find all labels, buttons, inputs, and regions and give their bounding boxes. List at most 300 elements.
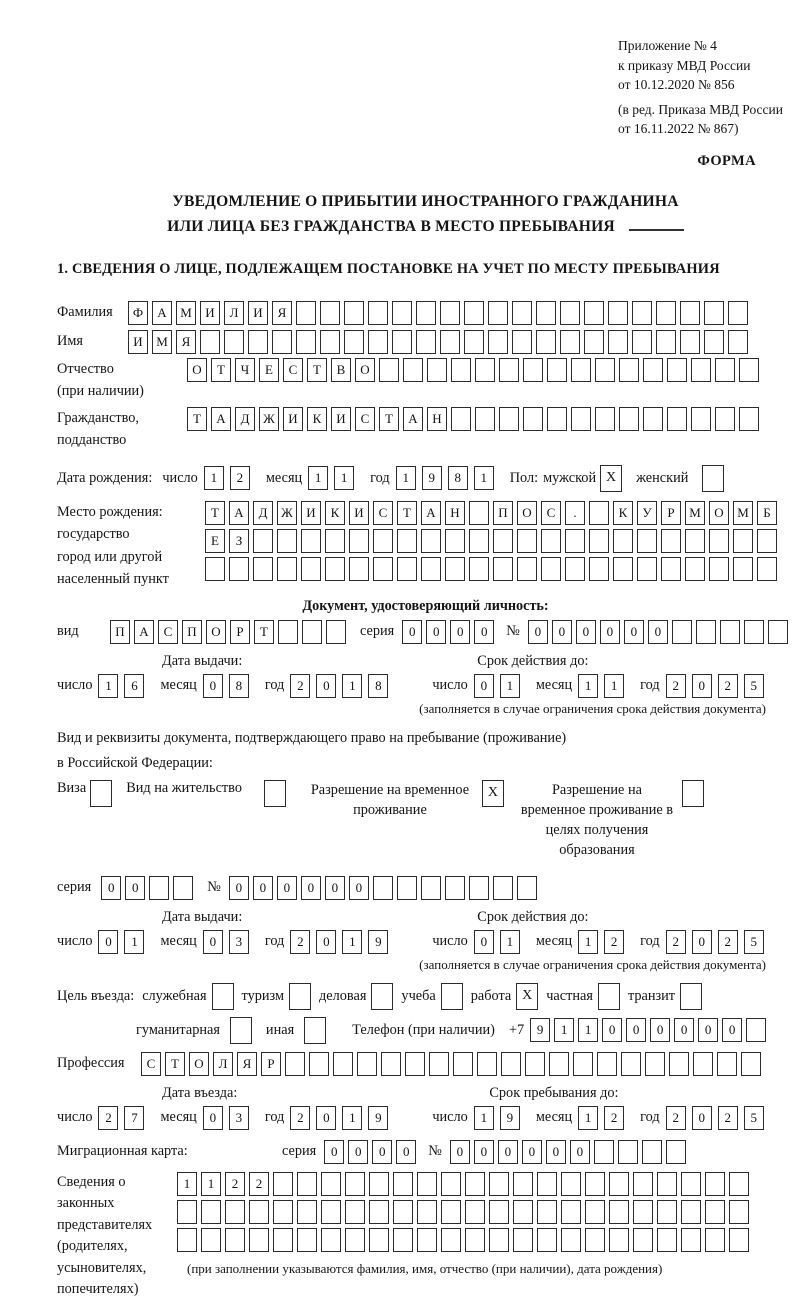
char-cell[interactable]: И	[128, 330, 148, 354]
char-cell[interactable]	[345, 1228, 365, 1252]
char-cell[interactable]: 0	[692, 674, 712, 698]
char-cell[interactable]: Т	[211, 358, 231, 382]
char-cell[interactable]: М	[152, 330, 172, 354]
char-cell[interactable]	[499, 358, 519, 382]
char-cell[interactable]	[537, 1228, 557, 1252]
purpose-private-checkbox[interactable]	[598, 983, 620, 1010]
char-cell[interactable]: 0	[324, 1140, 344, 1164]
char-cell[interactable]	[715, 358, 735, 382]
char-cell[interactable]	[393, 1172, 413, 1196]
char-cell[interactable]	[464, 301, 484, 325]
char-cell[interactable]: С	[541, 501, 561, 525]
char-cell[interactable]	[657, 1172, 677, 1196]
char-cell[interactable]: А	[211, 407, 231, 431]
char-cell[interactable]	[517, 557, 537, 581]
char-cell[interactable]	[416, 301, 436, 325]
char-cell[interactable]	[469, 529, 489, 553]
char-cell[interactable]	[541, 529, 561, 553]
char-cell[interactable]	[475, 407, 495, 431]
char-cell[interactable]: Ч	[235, 358, 255, 382]
char-cell[interactable]	[573, 1052, 593, 1076]
char-cell[interactable]: Р	[261, 1052, 281, 1076]
char-cell[interactable]: 1	[334, 466, 354, 490]
char-cell[interactable]: 9	[368, 930, 388, 954]
char-cell[interactable]	[225, 1200, 245, 1224]
char-cell[interactable]	[680, 330, 700, 354]
char-cell[interactable]: 9	[530, 1018, 550, 1042]
char-cell[interactable]	[729, 1228, 749, 1252]
char-cell[interactable]	[595, 407, 615, 431]
char-cell[interactable]	[685, 557, 705, 581]
char-cell[interactable]	[301, 557, 321, 581]
char-cell[interactable]	[633, 1228, 653, 1252]
char-cell[interactable]	[321, 1172, 341, 1196]
char-cell[interactable]: 3	[229, 1106, 249, 1130]
char-cell[interactable]	[613, 529, 633, 553]
char-cell[interactable]: 2	[604, 1106, 624, 1130]
char-cell[interactable]	[368, 330, 388, 354]
char-cell[interactable]	[609, 1200, 629, 1224]
char-cell[interactable]	[427, 358, 447, 382]
char-cell[interactable]	[597, 1052, 617, 1076]
char-cell[interactable]	[297, 1228, 317, 1252]
char-cell[interactable]: 2	[718, 930, 738, 954]
char-cell[interactable]: Л	[213, 1052, 233, 1076]
char-cell[interactable]	[393, 1200, 413, 1224]
char-cell[interactable]	[561, 1172, 581, 1196]
char-cell[interactable]: 5	[744, 930, 764, 954]
char-cell[interactable]: 1	[177, 1172, 197, 1196]
char-cell[interactable]: Я	[237, 1052, 257, 1076]
char-cell[interactable]	[393, 1228, 413, 1252]
char-cell[interactable]	[499, 407, 519, 431]
char-cell[interactable]	[661, 557, 681, 581]
char-cell[interactable]: 1	[578, 1106, 598, 1130]
char-cell[interactable]	[421, 529, 441, 553]
char-cell[interactable]	[720, 620, 740, 644]
char-cell[interactable]: 0	[450, 620, 470, 644]
char-cell[interactable]	[705, 1228, 725, 1252]
char-cell[interactable]	[536, 330, 556, 354]
char-cell[interactable]	[441, 1172, 461, 1196]
char-cell[interactable]	[729, 1200, 749, 1224]
char-cell[interactable]	[656, 330, 676, 354]
temp-residence-checkbox[interactable]: X	[482, 780, 504, 807]
char-cell[interactable]: У	[637, 501, 657, 525]
char-cell[interactable]: Ж	[259, 407, 279, 431]
char-cell[interactable]	[632, 330, 652, 354]
char-cell[interactable]	[445, 876, 465, 900]
char-cell[interactable]	[657, 1228, 677, 1252]
char-cell[interactable]	[704, 301, 724, 325]
char-cell[interactable]: .	[565, 501, 585, 525]
char-cell[interactable]	[453, 1052, 473, 1076]
char-cell[interactable]	[537, 1172, 557, 1196]
char-cell[interactable]: О	[187, 358, 207, 382]
char-cell[interactable]: 2	[666, 1106, 686, 1130]
char-cell[interactable]: 2	[718, 674, 738, 698]
char-cell[interactable]	[517, 529, 537, 553]
char-cell[interactable]: С	[158, 620, 178, 644]
char-cell[interactable]: Д	[235, 407, 255, 431]
char-cell[interactable]: 2	[666, 930, 686, 954]
char-cell[interactable]: А	[229, 501, 249, 525]
char-cell[interactable]: 9	[422, 466, 442, 490]
char-cell[interactable]	[369, 1228, 389, 1252]
char-cell[interactable]: 0	[474, 930, 494, 954]
char-cell[interactable]	[465, 1228, 485, 1252]
char-cell[interactable]: 8	[368, 674, 388, 698]
char-cell[interactable]	[637, 529, 657, 553]
char-cell[interactable]	[285, 1052, 305, 1076]
char-cell[interactable]	[477, 1052, 497, 1076]
char-cell[interactable]	[681, 1228, 701, 1252]
char-cell[interactable]	[513, 1228, 533, 1252]
char-cell[interactable]: А	[403, 407, 423, 431]
char-cell[interactable]: 0	[316, 1106, 336, 1130]
char-cell[interactable]: М	[733, 501, 753, 525]
char-cell[interactable]	[488, 301, 508, 325]
char-cell[interactable]: Н	[445, 501, 465, 525]
char-cell[interactable]	[381, 1052, 401, 1076]
char-cell[interactable]	[493, 557, 513, 581]
char-cell[interactable]: 0	[576, 620, 596, 644]
char-cell[interactable]	[326, 620, 346, 644]
char-cell[interactable]: К	[325, 501, 345, 525]
char-cell[interactable]	[517, 876, 537, 900]
char-cell[interactable]: 1	[342, 930, 362, 954]
char-cell[interactable]	[465, 1200, 485, 1224]
char-cell[interactable]	[201, 1228, 221, 1252]
char-cell[interactable]: 2	[290, 930, 310, 954]
char-cell[interactable]: 5	[744, 674, 764, 698]
char-cell[interactable]	[349, 529, 369, 553]
char-cell[interactable]: 0	[474, 674, 494, 698]
char-cell[interactable]	[618, 1140, 638, 1164]
char-cell[interactable]: 1	[604, 674, 624, 698]
char-cell[interactable]: М	[176, 301, 196, 325]
char-cell[interactable]	[177, 1228, 197, 1252]
char-cell[interactable]: 2	[225, 1172, 245, 1196]
char-cell[interactable]	[273, 1228, 293, 1252]
char-cell[interactable]	[368, 301, 388, 325]
char-cell[interactable]	[619, 407, 639, 431]
char-cell[interactable]: М	[685, 501, 705, 525]
char-cell[interactable]: И	[301, 501, 321, 525]
char-cell[interactable]	[667, 407, 687, 431]
char-cell[interactable]	[224, 330, 244, 354]
sex-male-checkbox[interactable]: X	[600, 465, 622, 492]
char-cell[interactable]	[704, 330, 724, 354]
char-cell[interactable]: Д	[253, 501, 273, 525]
char-cell[interactable]: 2	[290, 1106, 310, 1130]
char-cell[interactable]	[272, 330, 292, 354]
char-cell[interactable]	[373, 876, 393, 900]
char-cell[interactable]	[512, 330, 532, 354]
char-cell[interactable]: Т	[379, 407, 399, 431]
char-cell[interactable]	[717, 1052, 737, 1076]
char-cell[interactable]	[741, 1052, 761, 1076]
char-cell[interactable]	[369, 1200, 389, 1224]
char-cell[interactable]: 0	[626, 1018, 646, 1042]
char-cell[interactable]: 0	[450, 1140, 470, 1164]
char-cell[interactable]	[621, 1052, 641, 1076]
char-cell[interactable]	[277, 557, 297, 581]
char-cell[interactable]	[715, 407, 735, 431]
char-cell[interactable]: Ж	[277, 501, 297, 525]
char-cell[interactable]	[441, 1228, 461, 1252]
char-cell[interactable]	[561, 1200, 581, 1224]
char-cell[interactable]	[320, 330, 340, 354]
char-cell[interactable]	[705, 1172, 725, 1196]
char-cell[interactable]: И	[248, 301, 268, 325]
char-cell[interactable]: Ф	[128, 301, 148, 325]
char-cell[interactable]	[229, 557, 249, 581]
char-cell[interactable]	[656, 301, 676, 325]
char-cell[interactable]	[489, 1200, 509, 1224]
char-cell[interactable]: 0	[570, 1140, 590, 1164]
temp-residence-education-checkbox[interactable]	[682, 780, 704, 807]
char-cell[interactable]: Е	[205, 529, 225, 553]
char-cell[interactable]	[349, 557, 369, 581]
char-cell[interactable]	[451, 358, 471, 382]
char-cell[interactable]	[642, 1140, 662, 1164]
char-cell[interactable]	[344, 301, 364, 325]
char-cell[interactable]	[417, 1172, 437, 1196]
char-cell[interactable]	[177, 1200, 197, 1224]
char-cell[interactable]: 2	[98, 1106, 118, 1130]
char-cell[interactable]: 1	[578, 1018, 598, 1042]
char-cell[interactable]	[633, 1172, 653, 1196]
char-cell[interactable]: 0	[692, 1106, 712, 1130]
purpose-tourism-checkbox[interactable]	[289, 983, 311, 1010]
char-cell[interactable]	[733, 529, 753, 553]
char-cell[interactable]: 2	[249, 1172, 269, 1196]
char-cell[interactable]: 0	[692, 930, 712, 954]
char-cell[interactable]	[392, 330, 412, 354]
char-cell[interactable]	[560, 301, 580, 325]
char-cell[interactable]	[565, 557, 585, 581]
char-cell[interactable]: 7	[124, 1106, 144, 1130]
char-cell[interactable]	[608, 301, 628, 325]
char-cell[interactable]: Е	[259, 358, 279, 382]
char-cell[interactable]	[589, 557, 609, 581]
char-cell[interactable]: 0	[125, 876, 145, 900]
char-cell[interactable]	[445, 557, 465, 581]
char-cell[interactable]: 0	[229, 876, 249, 900]
char-cell[interactable]: П	[110, 620, 130, 644]
char-cell[interactable]	[464, 330, 484, 354]
char-cell[interactable]	[609, 1228, 629, 1252]
char-cell[interactable]	[469, 557, 489, 581]
char-cell[interactable]	[589, 501, 609, 525]
char-cell[interactable]: 1	[201, 1172, 221, 1196]
char-cell[interactable]	[661, 529, 681, 553]
char-cell[interactable]: И	[331, 407, 351, 431]
char-cell[interactable]	[273, 1172, 293, 1196]
char-cell[interactable]: 2	[230, 466, 250, 490]
char-cell[interactable]: С	[355, 407, 375, 431]
char-cell[interactable]	[488, 330, 508, 354]
char-cell[interactable]	[475, 358, 495, 382]
char-cell[interactable]	[465, 1172, 485, 1196]
char-cell[interactable]	[405, 1052, 425, 1076]
char-cell[interactable]: 5	[744, 1106, 764, 1130]
sex-female-checkbox[interactable]	[702, 465, 724, 492]
char-cell[interactable]	[680, 301, 700, 325]
char-cell[interactable]	[594, 1140, 614, 1164]
char-cell[interactable]	[541, 557, 561, 581]
char-cell[interactable]: Т	[307, 358, 327, 382]
char-cell[interactable]	[373, 557, 393, 581]
char-cell[interactable]: 1	[500, 674, 520, 698]
char-cell[interactable]	[549, 1052, 569, 1076]
char-cell[interactable]: 9	[500, 1106, 520, 1130]
char-cell[interactable]	[536, 301, 556, 325]
char-cell[interactable]: А	[134, 620, 154, 644]
residence-permit-checkbox[interactable]	[264, 780, 286, 807]
purpose-humanitarian-checkbox[interactable]	[230, 1017, 252, 1044]
char-cell[interactable]: И	[200, 301, 220, 325]
char-cell[interactable]	[149, 876, 169, 900]
char-cell[interactable]: Б	[757, 501, 777, 525]
char-cell[interactable]: Р	[230, 620, 250, 644]
char-cell[interactable]	[249, 1200, 269, 1224]
char-cell[interactable]	[757, 529, 777, 553]
char-cell[interactable]	[560, 330, 580, 354]
char-cell[interactable]	[669, 1052, 689, 1076]
char-cell[interactable]	[691, 407, 711, 431]
char-cell[interactable]	[523, 407, 543, 431]
char-cell[interactable]: 3	[229, 930, 249, 954]
char-cell[interactable]: 0	[648, 620, 668, 644]
char-cell[interactable]	[278, 620, 298, 644]
char-cell[interactable]: 0	[253, 876, 273, 900]
char-cell[interactable]: В	[331, 358, 351, 382]
char-cell[interactable]: 1	[474, 466, 494, 490]
char-cell[interactable]: 2	[604, 930, 624, 954]
char-cell[interactable]: 0	[624, 620, 644, 644]
char-cell[interactable]	[571, 358, 591, 382]
char-cell[interactable]	[451, 407, 471, 431]
char-cell[interactable]	[357, 1052, 377, 1076]
purpose-other-checkbox[interactable]	[304, 1017, 326, 1044]
char-cell[interactable]	[681, 1200, 701, 1224]
char-cell[interactable]: И	[349, 501, 369, 525]
char-cell[interactable]	[746, 1018, 766, 1042]
char-cell[interactable]: 0	[474, 620, 494, 644]
char-cell[interactable]	[200, 330, 220, 354]
char-cell[interactable]: И	[283, 407, 303, 431]
char-cell[interactable]: Я	[272, 301, 292, 325]
char-cell[interactable]: К	[613, 501, 633, 525]
char-cell[interactable]	[768, 620, 788, 644]
char-cell[interactable]: 0	[98, 930, 118, 954]
char-cell[interactable]: З	[229, 529, 249, 553]
char-cell[interactable]	[691, 358, 711, 382]
char-cell[interactable]	[643, 407, 663, 431]
char-cell[interactable]: 0	[316, 930, 336, 954]
char-cell[interactable]	[657, 1200, 677, 1224]
char-cell[interactable]	[392, 301, 412, 325]
char-cell[interactable]	[309, 1052, 329, 1076]
char-cell[interactable]: 0	[203, 930, 223, 954]
char-cell[interactable]: О	[355, 358, 375, 382]
char-cell[interactable]	[537, 1200, 557, 1224]
char-cell[interactable]: 1	[204, 466, 224, 490]
char-cell[interactable]: О	[189, 1052, 209, 1076]
char-cell[interactable]	[403, 358, 423, 382]
char-cell[interactable]: 0	[402, 620, 422, 644]
char-cell[interactable]	[297, 1172, 317, 1196]
char-cell[interactable]	[696, 620, 716, 644]
char-cell[interactable]: Т	[165, 1052, 185, 1076]
char-cell[interactable]	[296, 330, 316, 354]
char-cell[interactable]: С	[283, 358, 303, 382]
char-cell[interactable]	[493, 876, 513, 900]
char-cell[interactable]	[705, 1200, 725, 1224]
char-cell[interactable]	[421, 876, 441, 900]
char-cell[interactable]: А	[421, 501, 441, 525]
char-cell[interactable]: Н	[427, 407, 447, 431]
char-cell[interactable]: 1	[98, 674, 118, 698]
char-cell[interactable]: П	[493, 501, 513, 525]
char-cell[interactable]: Р	[661, 501, 681, 525]
char-cell[interactable]: 1	[124, 930, 144, 954]
char-cell[interactable]: Т	[187, 407, 207, 431]
char-cell[interactable]	[643, 358, 663, 382]
char-cell[interactable]: 2	[718, 1106, 738, 1130]
char-cell[interactable]	[440, 301, 460, 325]
char-cell[interactable]	[441, 1200, 461, 1224]
char-cell[interactable]	[321, 1228, 341, 1252]
char-cell[interactable]: Т	[205, 501, 225, 525]
char-cell[interactable]	[333, 1052, 353, 1076]
char-cell[interactable]	[344, 330, 364, 354]
char-cell[interactable]: 0	[203, 674, 223, 698]
char-cell[interactable]	[445, 529, 465, 553]
char-cell[interactable]	[320, 301, 340, 325]
char-cell[interactable]	[429, 1052, 449, 1076]
char-cell[interactable]: 8	[229, 674, 249, 698]
char-cell[interactable]	[728, 301, 748, 325]
char-cell[interactable]	[513, 1200, 533, 1224]
char-cell[interactable]: 0	[396, 1140, 416, 1164]
char-cell[interactable]	[585, 1228, 605, 1252]
char-cell[interactable]	[693, 1052, 713, 1076]
char-cell[interactable]	[369, 1172, 389, 1196]
char-cell[interactable]	[733, 557, 753, 581]
char-cell[interactable]	[345, 1200, 365, 1224]
char-cell[interactable]	[595, 358, 615, 382]
char-cell[interactable]	[757, 557, 777, 581]
char-cell[interactable]	[493, 529, 513, 553]
purpose-work-checkbox[interactable]: X	[516, 983, 538, 1010]
char-cell[interactable]	[744, 620, 764, 644]
char-cell[interactable]: 0	[674, 1018, 694, 1042]
char-cell[interactable]	[739, 358, 759, 382]
char-cell[interactable]	[421, 557, 441, 581]
char-cell[interactable]: 0	[348, 1140, 368, 1164]
char-cell[interactable]	[248, 330, 268, 354]
char-cell[interactable]: 1	[308, 466, 328, 490]
char-cell[interactable]	[416, 330, 436, 354]
char-cell[interactable]: 0	[698, 1018, 718, 1042]
char-cell[interactable]: Т	[397, 501, 417, 525]
char-cell[interactable]: 8	[448, 466, 468, 490]
char-cell[interactable]: 0	[600, 620, 620, 644]
char-cell[interactable]: О	[206, 620, 226, 644]
